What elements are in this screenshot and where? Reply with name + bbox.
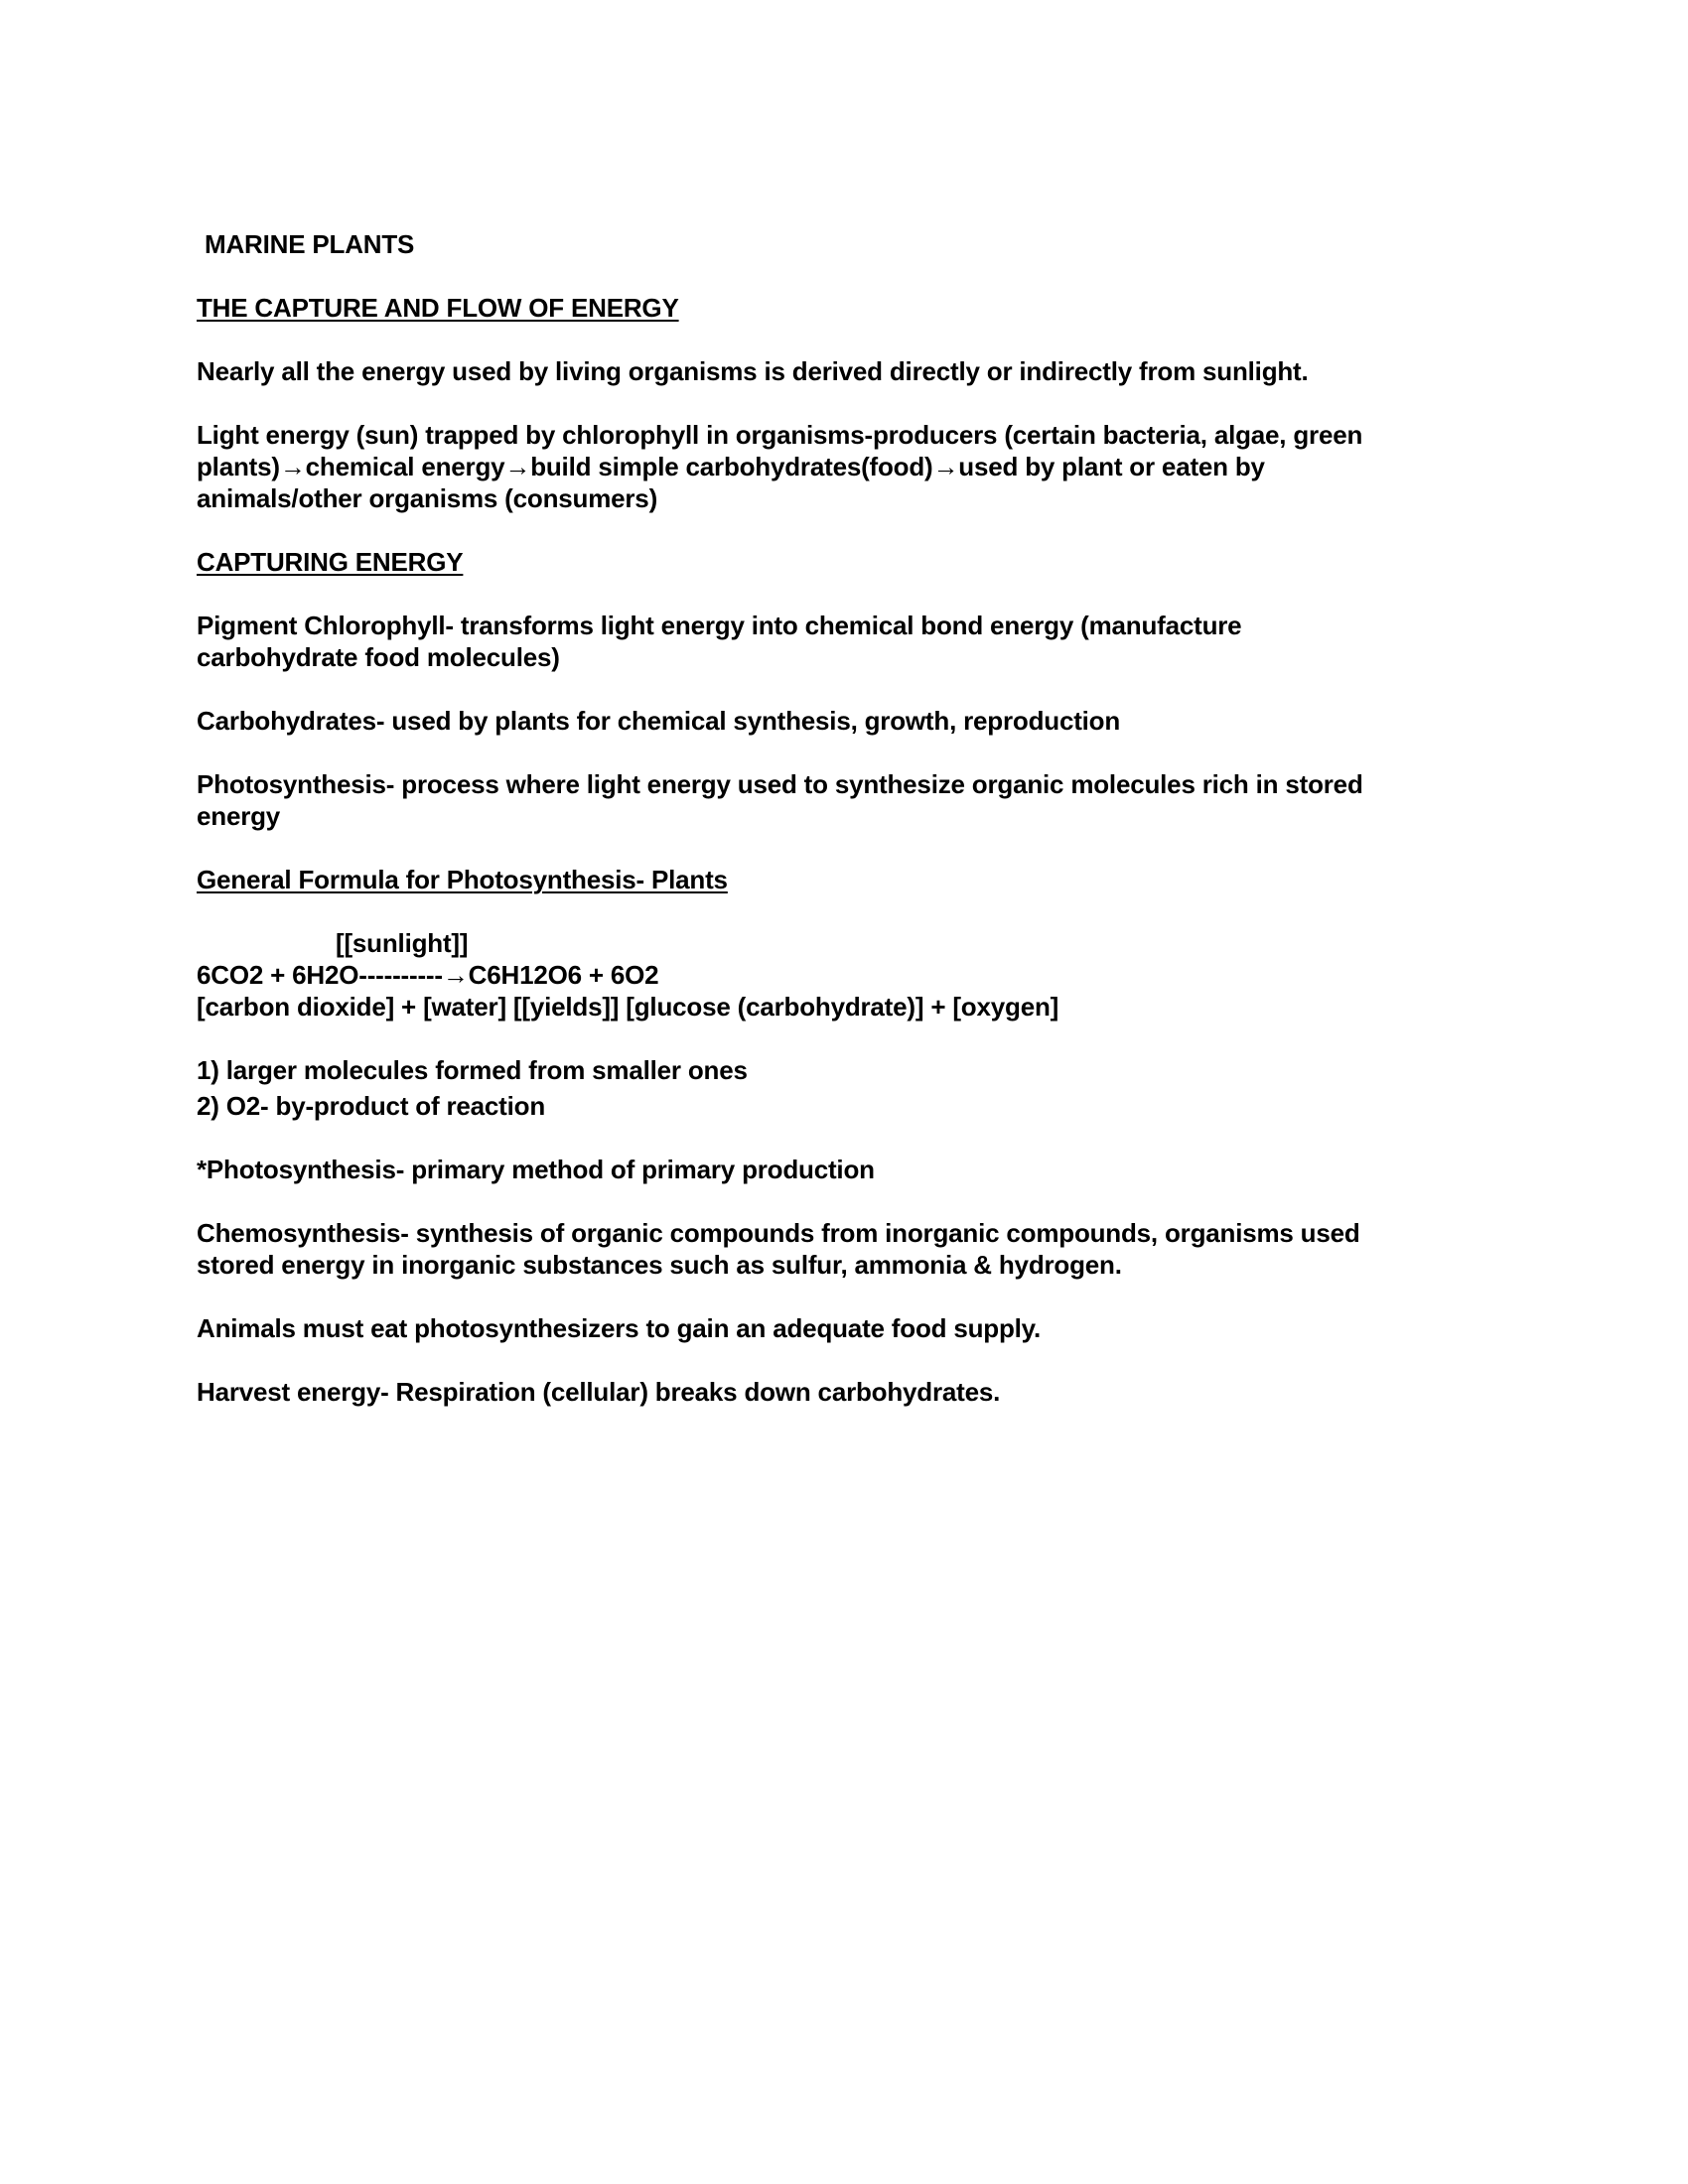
paragraph-light-energy-line-2: plants)→chemical energy→build simple carbohydrates(food)→used by plant or eaten by [197,452,1265,481]
paragraph-primary-production: *Photosynthesis- primary method of primary production [197,1155,875,1184]
heading-general-formula: General Formula for Photosynthesis- Plants [197,865,728,894]
document-title: MARINE PLANTS [205,229,415,259]
list-item-1: 1) larger molecules formed from smaller ones [197,1055,748,1085]
list-item-2: 2) O2- by-product of reaction [197,1091,546,1121]
paragraph-harvest-energy: Harvest energy- Respiration (cellular) breaks down carbohydrates. [197,1377,1001,1407]
paragraph-animals: Animals must eat photosynthesizers to gain an adequate food supply. [197,1313,1042,1343]
paragraph-chlorophyll-line-2: carbohydrate food molecules) [197,642,560,672]
paragraph-light-energy-line-1: Light energy (sun) trapped by chlorophyll in organisms-producers (certain bacteria, algae, green [197,420,1363,450]
paragraph-photosynthesis-line-2: energy [197,801,281,831]
heading-capture-flow-energy: THE CAPTURE AND FLOW OF ENERGY [197,293,679,323]
paragraph-chlorophyll-line-1: Pigment Chlorophyll- transforms light energy into chemical bond energy (manufacture [197,611,1242,640]
formula-legend: [carbon dioxide] + [water] [[yields]] [glucose (carbohydrate)] + [oxygen] [197,992,1059,1022]
paragraph-chemosynthesis-line-2: stored energy in inorganic substances such as sulfur, ammonia & hydrogen. [197,1250,1122,1280]
paragraph-photosynthesis-line-1: Photosynthesis- process where light energy used to synthesize organic molecules rich in stored [197,769,1363,799]
formula-sunlight-label: [[sunlight]] [336,928,469,958]
formula-equation: 6CO2 + 6H2O----------→C6H12O6 + 6O2 [197,960,659,990]
paragraph-light-energy-line-3: animals/other organisms (consumers) [197,483,658,513]
paragraph-carbohydrates: Carbohydrates- used by plants for chemical synthesis, growth, reproduction [197,706,1121,736]
heading-capturing-energy: CAPTURING ENERGY [197,547,464,577]
paragraph-sunlight: Nearly all the energy used by living organisms is derived directly or indirectly from sunlight. [197,356,1309,386]
paragraph-chemosynthesis-line-1: Chemosynthesis- synthesis of organic compounds from inorganic compounds, organisms used [197,1218,1360,1248]
